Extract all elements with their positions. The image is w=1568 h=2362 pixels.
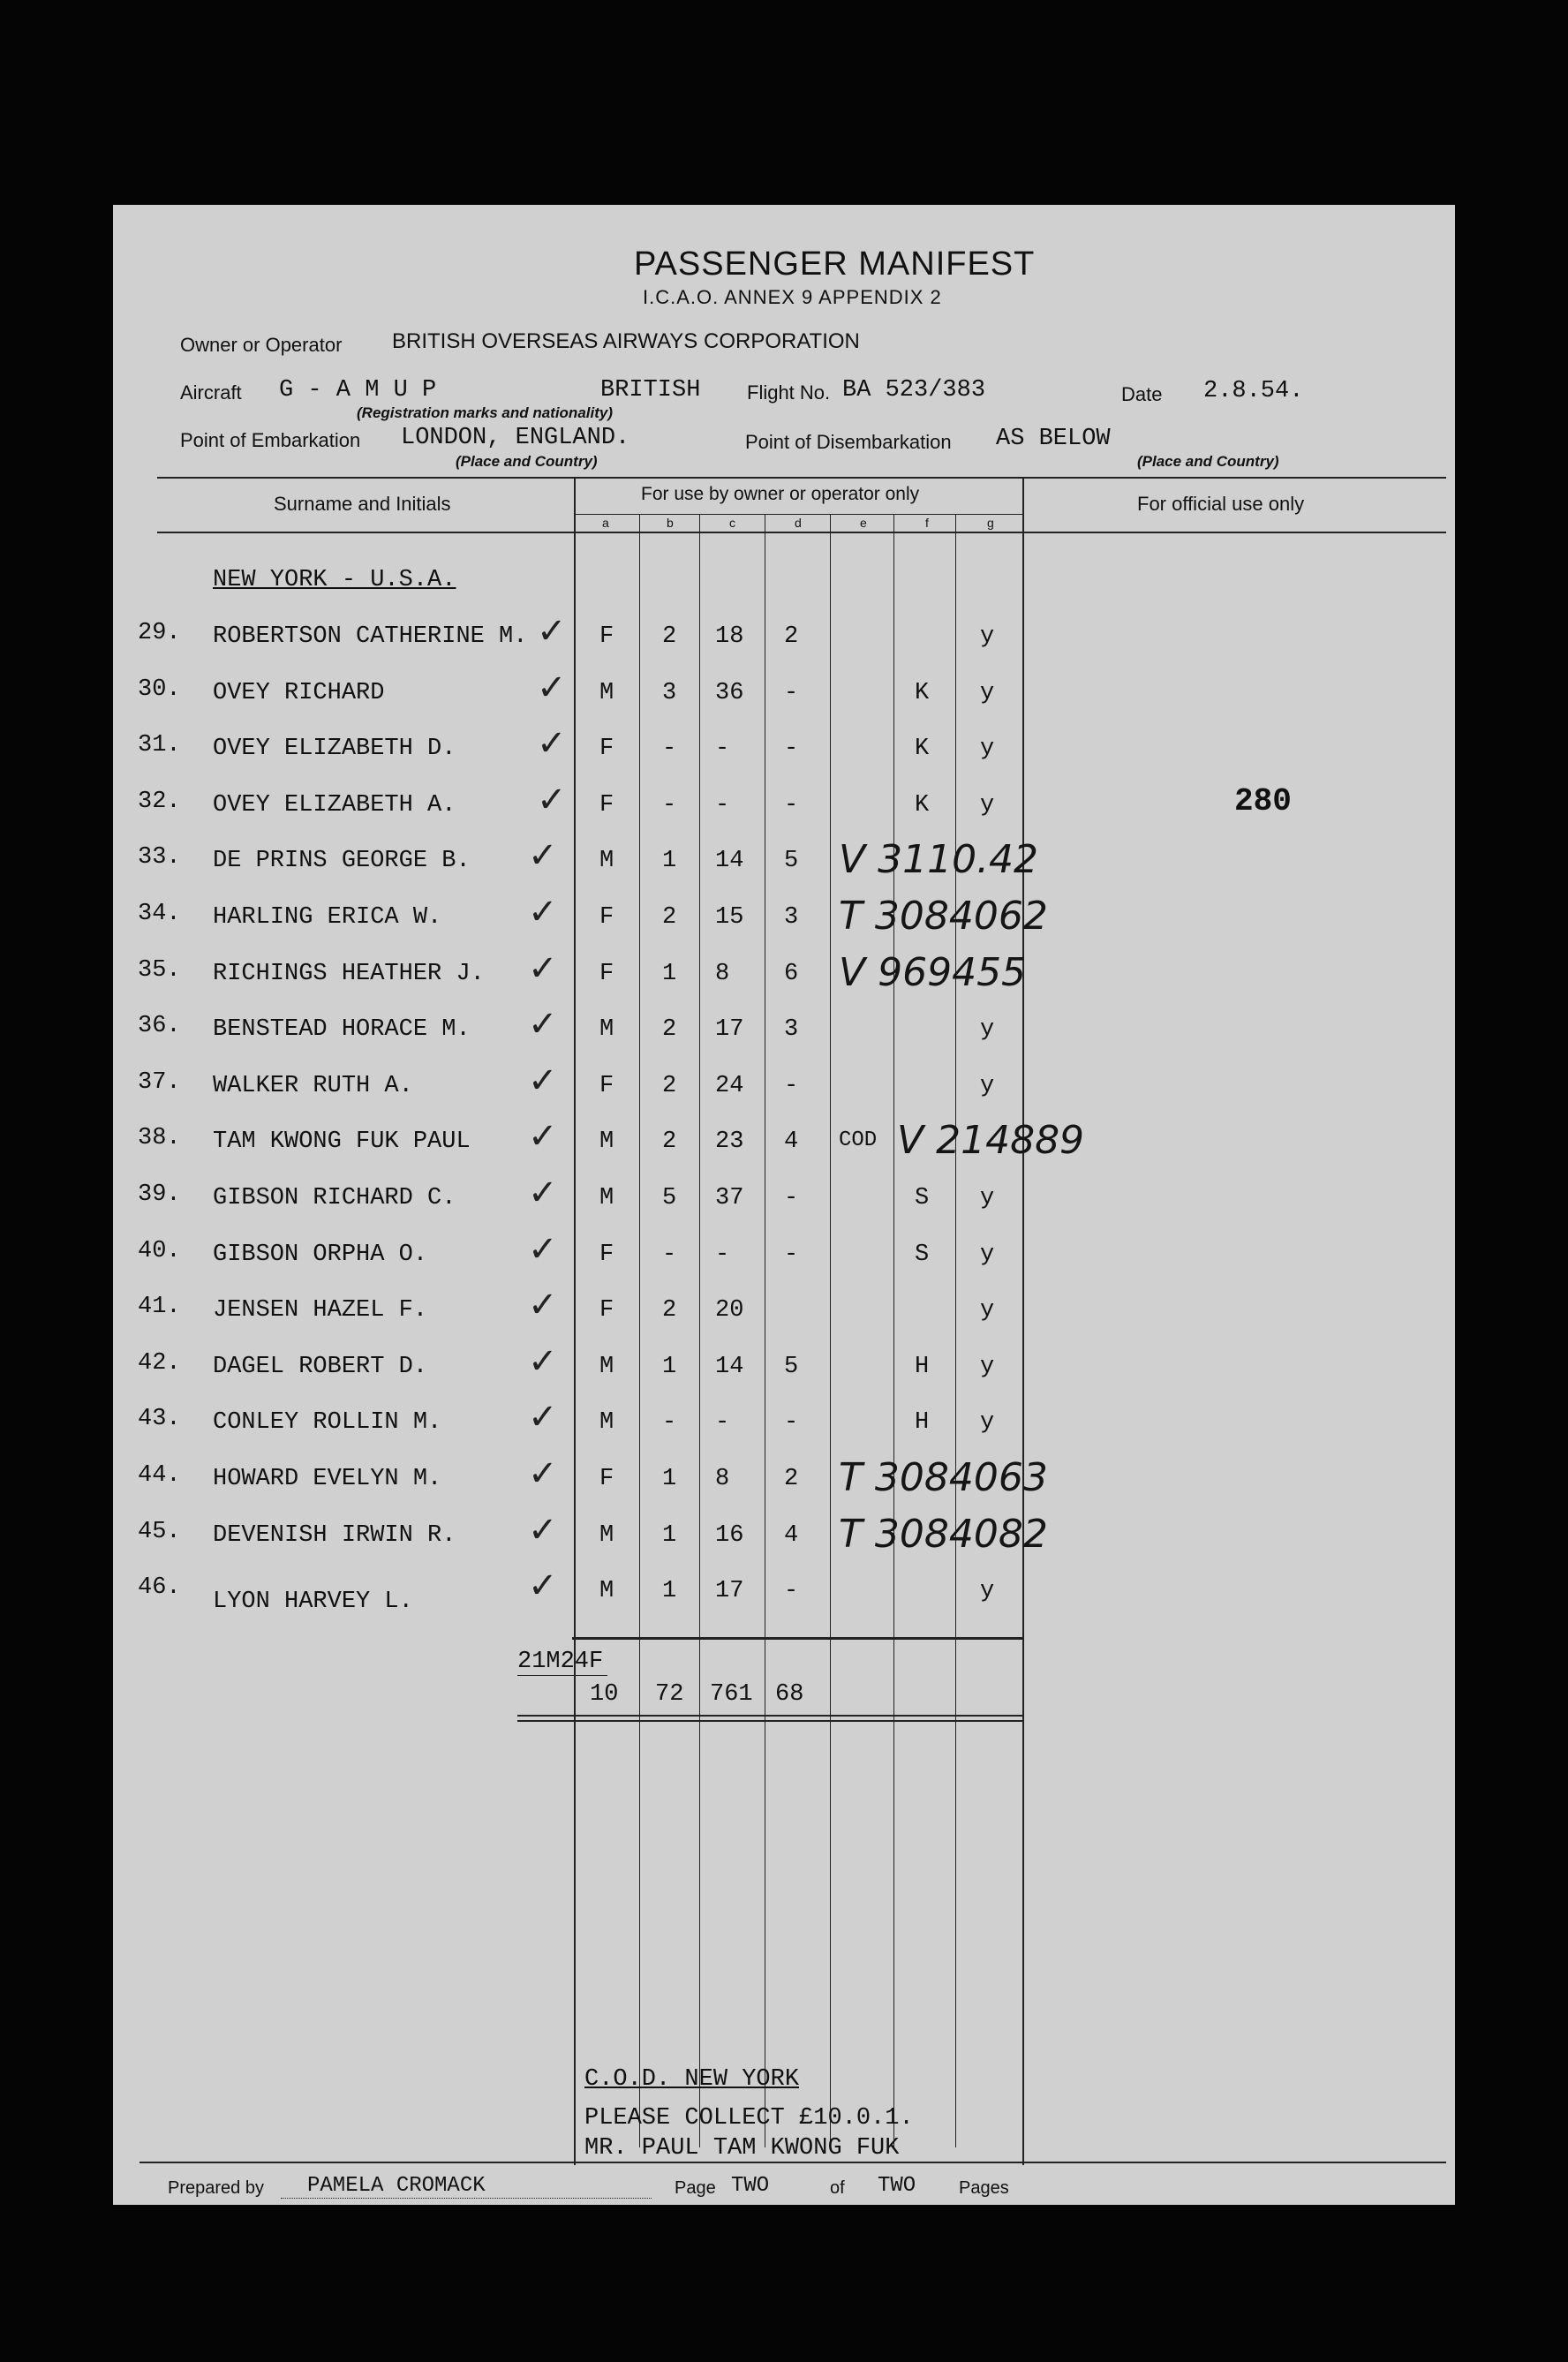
- cell-e-handwritten: V 3110.42: [839, 837, 1039, 882]
- cell-d: 2: [784, 1466, 799, 1492]
- cell-c: 20: [715, 1297, 744, 1324]
- cell-a: M: [599, 1578, 614, 1604]
- cell-g: y: [980, 680, 995, 706]
- cell-e-handwritten: T 3084062: [839, 894, 1048, 939]
- check-mark-icon: ✓: [528, 1173, 558, 1213]
- embark-note: (Place and Country): [456, 453, 598, 470]
- row-number: 42.: [138, 1350, 181, 1377]
- cell-f: K: [915, 680, 930, 706]
- cell-g: y: [980, 1578, 995, 1604]
- cell-a: F: [599, 961, 614, 987]
- row-number: 37.: [138, 1069, 181, 1096]
- cell-d: 5: [784, 848, 799, 874]
- cell-a: F: [599, 623, 614, 650]
- column-divider: [574, 479, 576, 2165]
- cell-c: -: [715, 1241, 730, 1268]
- check-mark-icon: ✓: [537, 780, 567, 820]
- cell-a: M: [599, 1354, 614, 1380]
- passenger-name: OVEY ELIZABETH A.: [213, 792, 456, 819]
- passenger-name: GIBSON ORPHA O.: [213, 1241, 428, 1268]
- total-b: 72: [655, 1681, 684, 1708]
- passenger-name: ROBERTSON CATHERINE M.: [213, 623, 528, 650]
- cell-c: 24: [715, 1073, 744, 1099]
- check-mark-icon: ✓: [537, 723, 567, 764]
- cell-e-handwritten: T 3084082: [839, 1512, 1048, 1557]
- pages-label: Pages: [959, 2178, 1009, 2198]
- column-divider: [955, 514, 956, 2147]
- check-mark-icon: ✓: [528, 1341, 558, 1382]
- page-title: PASSENGER MANIFEST: [634, 245, 1036, 283]
- row-number: 39.: [138, 1181, 181, 1208]
- totals-mf: 21M24F: [517, 1649, 604, 1675]
- cell-c: 18: [715, 623, 744, 650]
- cell-c: 17: [715, 1016, 744, 1043]
- cell-b: 2: [662, 1297, 677, 1324]
- col-letter: g: [987, 516, 994, 530]
- table-top-rule: [157, 477, 1446, 479]
- column-divider: [1022, 479, 1024, 2165]
- check-mark-icon: ✓: [528, 1566, 558, 1606]
- cod-note-line3: MR. PAUL TAM KWONG FUK: [584, 2135, 900, 2162]
- embark-label: Point of Embarkation: [180, 429, 361, 451]
- owner-value: BRITISH OVERSEAS AIRWAYS CORPORATION: [392, 329, 860, 353]
- aircraft-value: G - A M U P: [279, 377, 437, 404]
- passenger-name: BENSTEAD HORACE M.: [213, 1016, 471, 1043]
- cell-c: 37: [715, 1185, 744, 1211]
- cell-d: -: [784, 1241, 799, 1268]
- row-number: 46.: [138, 1574, 181, 1601]
- cell-b: 5: [662, 1185, 677, 1211]
- cell-g: y: [980, 1016, 995, 1043]
- col-letter: c: [729, 516, 735, 530]
- cell-f: S: [915, 1241, 930, 1268]
- passenger-name: JENSEN HAZEL F.: [213, 1297, 428, 1324]
- cell-b: -: [662, 736, 677, 762]
- row-number: 35.: [138, 957, 181, 984]
- cell-d: -: [784, 680, 799, 706]
- col-letter: a: [602, 516, 609, 530]
- cell-c: 17: [715, 1578, 744, 1604]
- prepared-dotted: [281, 2197, 652, 2199]
- of-label: of: [830, 2178, 845, 2198]
- passenger-name: LYON HARVEY L.: [213, 1589, 413, 1615]
- cell-e-handwritten: V 214889: [897, 1118, 1085, 1163]
- cell-b: 2: [662, 1016, 677, 1043]
- cell-d: 3: [784, 904, 799, 931]
- col-letter: f: [925, 516, 929, 530]
- cell-g: y: [980, 623, 995, 650]
- cell-c: 8: [715, 1466, 730, 1492]
- aircraft-label: Aircraft: [180, 381, 242, 404]
- passenger-name: WALKER RUTH A.: [213, 1073, 413, 1099]
- column-surname: Surname and Initials: [274, 493, 451, 515]
- embark-value: LONDON, ENGLAND.: [401, 425, 630, 451]
- row-number: 29.: [138, 620, 181, 646]
- footer-rule: [139, 2162, 1446, 2163]
- header-bottom-rule: [157, 532, 1446, 533]
- cell-b: -: [662, 1409, 677, 1436]
- cell-a: F: [599, 1466, 614, 1492]
- column-divider: [699, 514, 700, 2147]
- cell-d: 2: [784, 623, 799, 650]
- cell-a: M: [599, 1016, 614, 1043]
- col-letter: d: [795, 516, 802, 530]
- page-label: Page: [675, 2178, 716, 2198]
- cell-d: -: [784, 1073, 799, 1099]
- passenger-name: RICHINGS HEATHER J.: [213, 961, 485, 987]
- cell-d: 4: [784, 1522, 799, 1549]
- passenger-name: GIBSON RICHARD C.: [213, 1185, 456, 1211]
- check-mark-icon: ✓: [528, 1060, 558, 1101]
- check-mark-icon: ✓: [528, 835, 558, 876]
- row-number: 34.: [138, 901, 181, 927]
- flight-label: Flight No.: [747, 381, 831, 404]
- cell-d: 3: [784, 1016, 799, 1043]
- passenger-name: TAM KWONG FUK PAUL: [213, 1128, 471, 1155]
- cell-f: H: [915, 1409, 930, 1436]
- passenger-name: HARLING ERICA W.: [213, 904, 442, 931]
- cell-a: F: [599, 736, 614, 762]
- page-subtitle: I.C.A.O. ANNEX 9 APPENDIX 2: [643, 286, 942, 308]
- date-label: Date: [1121, 383, 1163, 405]
- totals-double-rule: [517, 1720, 1022, 1722]
- cell-a: M: [599, 1185, 614, 1211]
- cell-g: y: [980, 1073, 995, 1099]
- check-mark-icon: ✓: [537, 668, 567, 708]
- total-c: 761: [710, 1681, 753, 1708]
- total-d: 68: [775, 1681, 804, 1708]
- passenger-name: OVEY RICHARD: [213, 680, 385, 706]
- cell-b: -: [662, 1241, 677, 1268]
- cell-e: COD: [839, 1128, 878, 1152]
- check-mark-icon: ✓: [537, 611, 567, 652]
- row-number: 33.: [138, 844, 181, 871]
- totals-top-rule: [572, 1637, 1022, 1640]
- cell-a: F: [599, 904, 614, 931]
- cod-note-line1: C.O.D. NEW YORK: [584, 2066, 800, 2093]
- disembark-value: AS BELOW: [996, 426, 1111, 452]
- row-number: 38.: [138, 1125, 181, 1151]
- cell-g: y: [980, 736, 995, 762]
- cell-b: 2: [662, 1128, 677, 1155]
- cell-a: M: [599, 1128, 614, 1155]
- cell-d: -: [784, 1409, 799, 1436]
- owner-label: Owner or Operator: [180, 334, 343, 356]
- cell-b: 1: [662, 1466, 677, 1492]
- cell-g: y: [980, 1354, 995, 1380]
- cell-g: y: [980, 1185, 995, 1211]
- cell-e-handwritten: V 969455: [839, 950, 1027, 995]
- aircraft-nationality: BRITISH: [600, 377, 701, 404]
- check-mark-icon: ✓: [528, 1285, 558, 1325]
- cell-b: 2: [662, 623, 677, 650]
- prepared-value: PAMELA CROMACK: [307, 2174, 486, 2198]
- check-mark-icon: ✓: [528, 1510, 558, 1551]
- cell-c: -: [715, 792, 730, 819]
- cell-d: -: [784, 792, 799, 819]
- cell-e-handwritten: T 3084063: [839, 1455, 1048, 1500]
- cell-f: S: [915, 1185, 930, 1211]
- cell-c: 8: [715, 961, 730, 987]
- prepared-label: Prepared by: [168, 2178, 264, 2198]
- cell-d: 6: [784, 961, 799, 987]
- cell-b: -: [662, 792, 677, 819]
- col-letter: e: [860, 516, 867, 530]
- check-mark-icon: ✓: [528, 1229, 558, 1270]
- column-divider: [830, 514, 831, 2147]
- cell-f: K: [915, 792, 930, 819]
- column-official: For official use only: [1137, 493, 1305, 515]
- disembark-note: (Place and Country): [1137, 453, 1279, 470]
- total-a: 10: [590, 1681, 619, 1708]
- manifest-page: [113, 205, 1455, 2205]
- cell-f: H: [915, 1354, 930, 1380]
- cell-c: -: [715, 1409, 730, 1436]
- cod-note-line2: PLEASE COLLECT £10.0.1.: [584, 2105, 914, 2132]
- column-divider: [893, 514, 894, 2147]
- check-mark-icon: ✓: [528, 1004, 558, 1045]
- cell-a: F: [599, 792, 614, 819]
- date-value: 2.8.54.: [1203, 378, 1304, 404]
- cell-b: 2: [662, 1073, 677, 1099]
- column-divider: [639, 514, 640, 2147]
- cell-b: 1: [662, 961, 677, 987]
- cell-a: M: [599, 1522, 614, 1549]
- row-number: 32.: [138, 789, 181, 815]
- cell-g: y: [980, 792, 995, 819]
- row-number: 31.: [138, 732, 181, 758]
- disembark-label: Point of Disembarkation: [745, 431, 952, 453]
- cell-c: -: [715, 736, 730, 762]
- cell-a: M: [599, 680, 614, 706]
- cell-c: 36: [715, 680, 744, 706]
- cell-c: 16: [715, 1522, 744, 1549]
- official-number: 280: [1234, 783, 1292, 819]
- check-mark-icon: ✓: [528, 1453, 558, 1494]
- cell-c: 23: [715, 1128, 744, 1155]
- check-mark-icon: ✓: [528, 1116, 558, 1157]
- cell-d: 4: [784, 1128, 799, 1155]
- check-mark-icon: ✓: [528, 892, 558, 932]
- cell-d: 5: [784, 1354, 799, 1380]
- row-number: 44.: [138, 1462, 181, 1489]
- cell-a: F: [599, 1073, 614, 1099]
- passenger-name: DE PRINS GEORGE B.: [213, 848, 471, 874]
- cell-d: -: [784, 1578, 799, 1604]
- cell-a: M: [599, 848, 614, 874]
- cell-b: 1: [662, 1522, 677, 1549]
- cell-c: 14: [715, 1354, 744, 1380]
- cell-b: 1: [662, 1354, 677, 1380]
- cell-c: 15: [715, 904, 744, 931]
- cell-d: -: [784, 1185, 799, 1211]
- check-mark-icon: ✓: [528, 948, 558, 989]
- cell-f: K: [915, 736, 930, 762]
- passenger-name: DEVENISH IRWIN R.: [213, 1522, 456, 1549]
- column-owner-use: For use by owner or operator only: [641, 484, 920, 504]
- totals-double-rule: [517, 1715, 1022, 1717]
- cell-b: 2: [662, 904, 677, 931]
- cell-a: M: [599, 1409, 614, 1436]
- cell-b: 3: [662, 680, 677, 706]
- flight-value: BA 523/383: [842, 377, 986, 404]
- cell-a: F: [599, 1241, 614, 1268]
- col-letter: b: [667, 516, 674, 530]
- of-value: TWO: [878, 2174, 916, 2198]
- check-mark-icon: ✓: [528, 1397, 558, 1438]
- aircraft-note: (Registration marks and nationality): [357, 404, 613, 421]
- section-heading: NEW YORK - U.S.A.: [213, 567, 456, 593]
- row-number: 30.: [138, 676, 181, 703]
- cell-b: 1: [662, 848, 677, 874]
- passenger-name: OVEY ELIZABETH D.: [213, 736, 456, 762]
- row-number: 41.: [138, 1294, 181, 1320]
- row-number: 40.: [138, 1238, 181, 1264]
- cell-a: F: [599, 1297, 614, 1324]
- page-value: TWO: [731, 2174, 770, 2198]
- passenger-name: HOWARD EVELYN M.: [213, 1466, 442, 1492]
- passenger-name: CONLEY ROLLIN M.: [213, 1409, 442, 1436]
- cell-b: 1: [662, 1578, 677, 1604]
- passenger-name: DAGEL ROBERT D.: [213, 1354, 428, 1380]
- row-number: 36.: [138, 1013, 181, 1039]
- cell-g: y: [980, 1241, 995, 1268]
- totals-underline: [517, 1675, 607, 1676]
- row-number: 43.: [138, 1406, 181, 1432]
- row-number: 45.: [138, 1519, 181, 1545]
- cell-d: -: [784, 736, 799, 762]
- cell-c: 14: [715, 848, 744, 874]
- cell-g: y: [980, 1297, 995, 1324]
- cell-g: y: [980, 1409, 995, 1436]
